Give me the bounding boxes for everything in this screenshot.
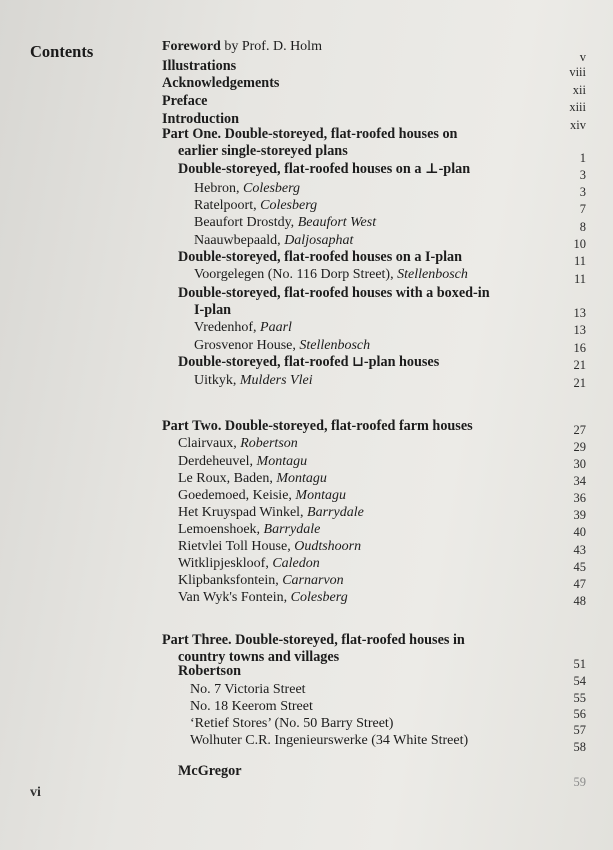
page-number: xii: [572, 83, 586, 97]
part-three-title: Part Three. Double-storeyed, flat-roofed houses in: [162, 632, 465, 648]
page-number: xiv: [570, 118, 586, 132]
toc-item: Naauwbepaald, Daljosaphat: [194, 233, 354, 248]
page-number: 27: [573, 423, 586, 437]
toc-item: Hebron, Colesberg: [194, 181, 301, 196]
page-number: 59: [573, 775, 586, 789]
toc-item: Grosvenor House, Stellenbosch: [194, 338, 371, 353]
part-two-title: Part Two. Double-storeyed, flat-roofed farm houses: [162, 418, 473, 434]
page-number: 36: [573, 491, 586, 505]
page-number: 8: [579, 220, 586, 234]
page-number: 16: [573, 341, 586, 355]
page-number: 45: [573, 560, 586, 574]
toc-item: Witklipjeskloof, Caledon: [178, 556, 320, 571]
town-heading-mcgregor: McGregor: [178, 763, 242, 779]
toc-item: Rietvlei Toll House, Oudtshoorn: [178, 539, 362, 554]
toc-item: Klipbanksfontein, Carnarvon: [178, 573, 344, 588]
page-number: 13: [573, 306, 586, 320]
toc-entry-illustrations: Illustrations: [162, 58, 237, 74]
page-number: 30: [573, 457, 586, 471]
part-one-title-cont: earlier single-storeyed plans: [178, 143, 348, 159]
page-number: 54: [573, 674, 586, 688]
page-number: 51: [573, 657, 586, 671]
page-number: 10: [573, 237, 586, 251]
page-number: 11: [573, 272, 586, 286]
toc-item: Beaufort Drostdy, Beaufort West: [194, 215, 377, 230]
page-number: 48: [573, 594, 586, 608]
page-number: 55: [573, 691, 586, 705]
toc-item: ‘Retief Stores’ (No. 50 Barry Street): [190, 716, 394, 731]
part-one-title: Part One. Double-storeyed, flat-roofed houses on: [162, 126, 458, 142]
page-number: 40: [573, 525, 586, 539]
page-number: 34: [573, 474, 586, 488]
toc-item: Van Wyk's Fontein, Colesberg: [178, 590, 348, 605]
toc-item: No. 7 Victoria Street: [190, 682, 306, 697]
part-three-title-cont: country towns and villages: [178, 649, 340, 665]
page-number: xiii: [569, 100, 586, 114]
page-number: 57: [573, 723, 586, 737]
folio-number: vi: [30, 785, 41, 800]
page-number: viii: [569, 65, 586, 79]
page-number: 56: [573, 707, 586, 721]
toc-item: Clairvaux, Robertson: [178, 436, 298, 451]
toc-item: Ratelpoort, Colesberg: [194, 198, 318, 213]
toc-item: Goedemoed, Keisie, Montagu: [178, 488, 346, 503]
toc-item: Voorgelegen (No. 116 Dorp Street), Stellenbosch: [194, 267, 468, 282]
toc-item: Derdeheuvel, Montagu: [178, 454, 308, 469]
page-number: 47: [573, 577, 586, 591]
toc-item: Wolhuter C.R. Ingenieurswerke (34 White Street): [190, 733, 469, 748]
page-number: 43: [573, 543, 586, 557]
page-number: 1: [579, 151, 586, 165]
toc-entry-preface: Preface: [162, 93, 208, 109]
page-number: 13: [573, 323, 586, 337]
page-number: 21: [573, 376, 586, 390]
toc-item: No. 18 Keerom Street: [190, 699, 313, 714]
page-number: 7: [579, 202, 586, 216]
page-number: 3: [579, 185, 586, 199]
section-title: Double-storeyed, flat-roofed houses on a I-plan: [178, 249, 463, 265]
page-number: v: [579, 50, 586, 64]
page-number: 3: [579, 168, 586, 182]
toc-entry-foreword: Foreword by Prof. D. Holm: [162, 39, 322, 54]
page-number: 21: [573, 358, 586, 372]
page-number: 58: [573, 740, 586, 754]
toc-item: Uitkyk, Mulders Vlei: [194, 373, 313, 388]
toc-item: Lemoenshoek, Barrydale: [178, 522, 321, 537]
toc-item: Le Roux, Baden, Montagu: [178, 471, 327, 486]
section-title-cont: I-plan: [194, 302, 232, 318]
toc-entry-introduction: Introduction: [162, 111, 239, 127]
contents-heading: Contents: [30, 42, 94, 61]
toc-entry-acknowledgements: Acknowledgements: [162, 75, 280, 91]
toc-item: Vredenhof, Paarl: [194, 320, 292, 335]
town-heading-robertson: Robertson: [178, 663, 242, 679]
page-number: 29: [573, 440, 586, 454]
toc-item: Het Kruyspad Winkel, Barrydale: [178, 505, 364, 520]
section-title: Double-storeyed, flat-roofed houses with a boxed-in: [178, 285, 490, 301]
section-title: Double-storeyed, flat-roofed ⊔-plan houses: [178, 354, 440, 370]
section-title: Double-storeyed, flat-roofed houses on a ⊥-plan: [178, 161, 471, 177]
page-number: 11: [573, 254, 586, 268]
page-number: 39: [573, 508, 586, 522]
